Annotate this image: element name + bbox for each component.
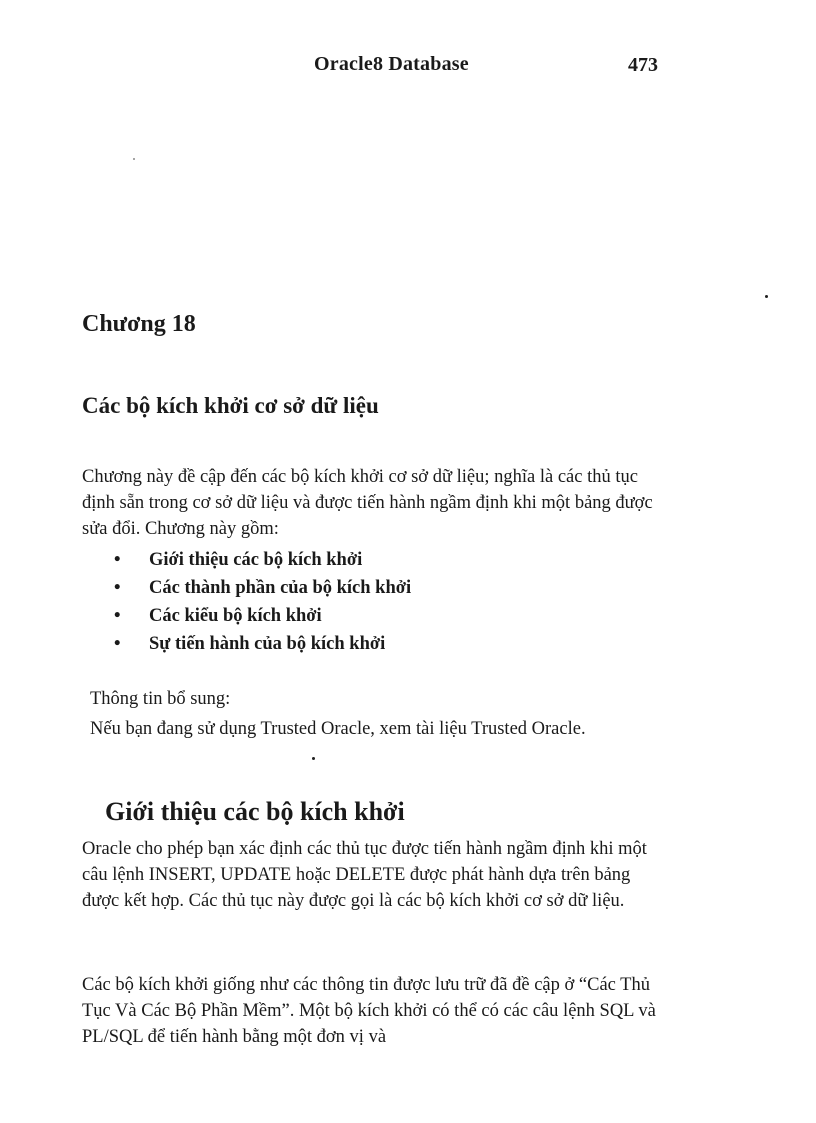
section-paragraph-1: Oracle cho phép bạn xác định các thủ tục được tiến hành ngầm định khi một câu lệnh INSERT, UPDATE hoặc DELETE được phát hành dựa trên bảng được kết hợp. Các thủ tục này được gọi là các bộ kích khởi cơ sở dữ liệu. <box>82 839 647 911</box>
note-text: Nếu bạn đang sử dụng Trusted Oracle, xem tài liệu Trusted Oracle. <box>90 719 586 739</box>
scan-speck <box>133 158 135 160</box>
bullet-icon: • <box>114 550 121 570</box>
running-header-title: Oracle8 Database <box>314 53 469 75</box>
list-item <box>113 630 411 658</box>
chapter-label: Chương 18 <box>82 311 196 337</box>
list-item <box>113 574 411 602</box>
list-item-text: Giới thiệu các bộ kích khởi <box>149 550 363 570</box>
scan-speck <box>765 295 768 298</box>
note-label: Thông tin bổ sung: <box>90 689 231 709</box>
chapter-title: Các bộ kích khởi cơ sở dữ liệu <box>82 393 379 418</box>
section-title: Giới thiệu các bộ kích khởi <box>105 797 405 826</box>
chapter-topics-list <box>113 546 411 658</box>
list-item <box>113 546 411 574</box>
list-item-text: Sự tiến hành của bộ kích khởi <box>149 634 386 654</box>
list-item-text: Các kiểu bộ kích khởi <box>149 606 322 626</box>
bullet-icon: • <box>114 634 121 654</box>
bullet-icon: • <box>114 606 121 626</box>
list-item <box>113 602 411 630</box>
scan-speck <box>312 757 315 760</box>
list-item-text: Các thành phần của bộ kích khởi <box>149 578 412 598</box>
page-number: 473 <box>628 54 658 76</box>
section-paragraph-2: Các bộ kích khởi giống như các thông tin được lưu trữ đã đề cập ở “Các Thủ Tục Và Các Bộ Phần Mềm”. Một bộ kích khởi có thể có các câu lệnh SQL và PL/SQL để tiến hành bằng một đơn vị và <box>82 975 656 1047</box>
intro-paragraph: Chương này đề cập đến các bộ kích khởi cơ sở dữ liệu; nghĩa là các thủ tục định sẵn trong cơ sở dữ liệu và được tiến hành ngầm định khi một bảng được sửa đổi. Chương này gồm: <box>82 467 653 539</box>
bullet-icon: • <box>114 578 121 598</box>
